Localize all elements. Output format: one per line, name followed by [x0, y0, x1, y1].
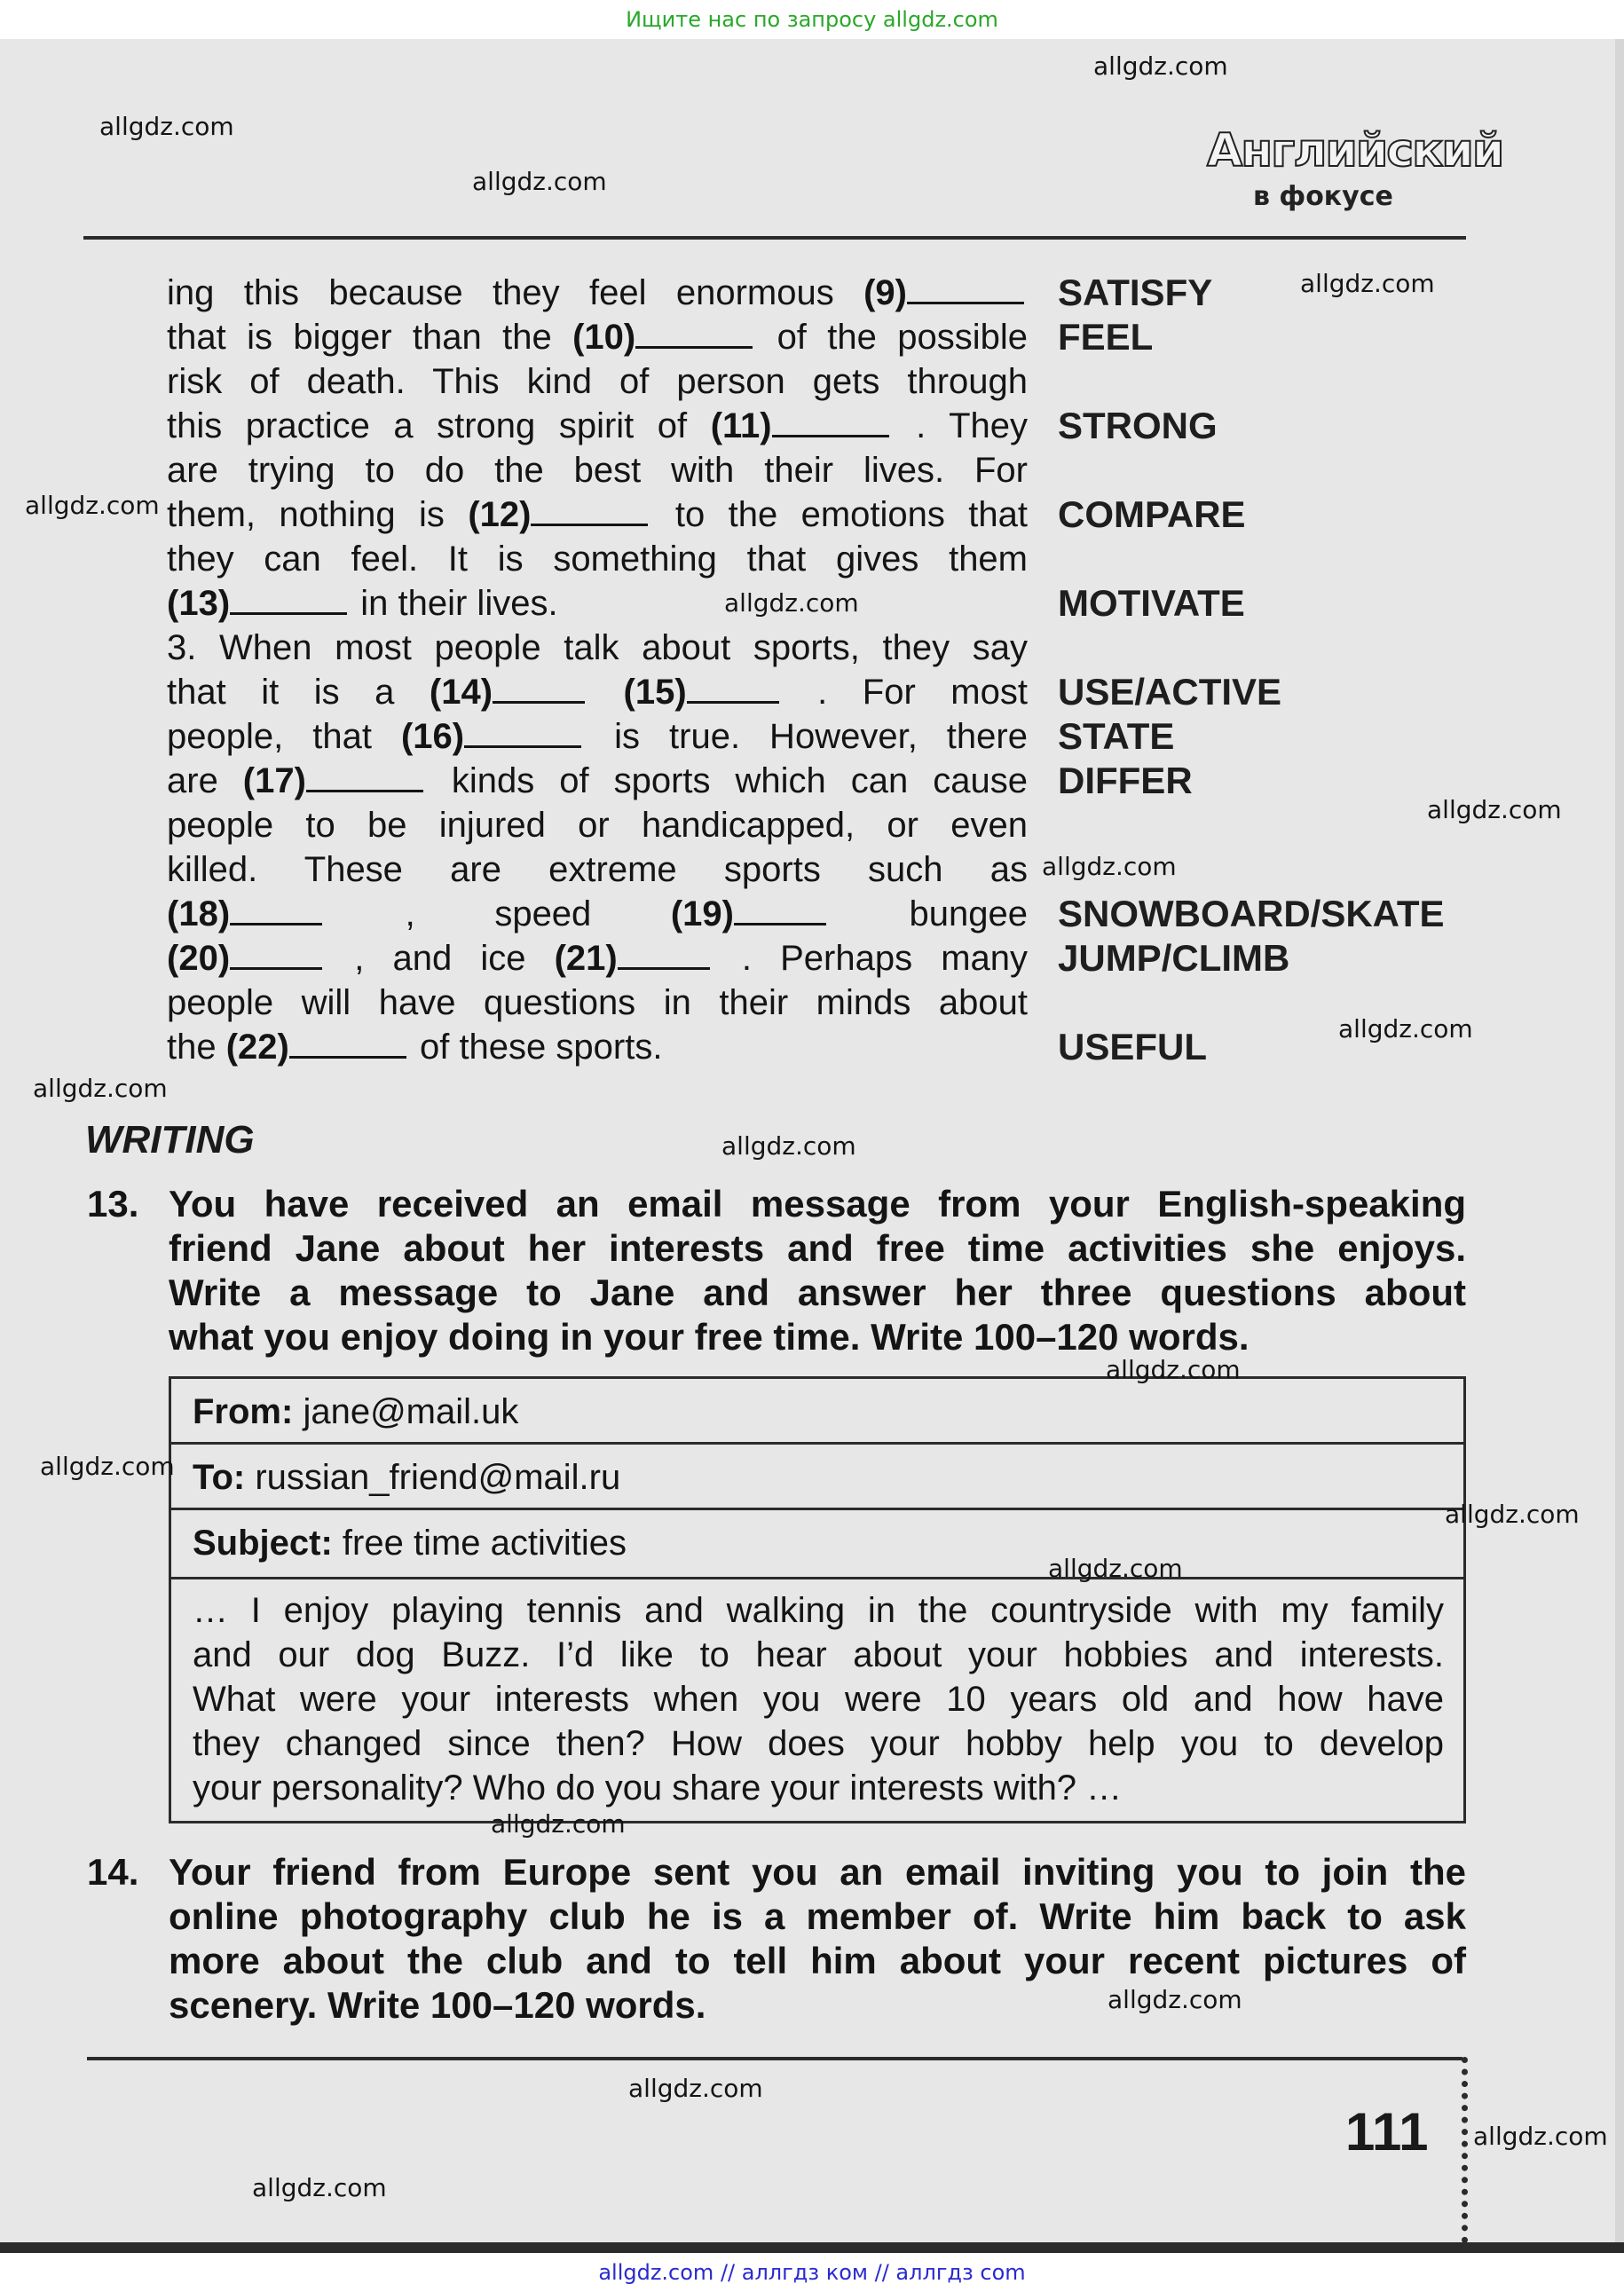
- text-line: risk of death. This kind of person gets through: [167, 362, 1028, 401]
- watermark: allgdz.com: [1106, 1355, 1241, 1384]
- answer-blank: [306, 760, 423, 792]
- watermark: allgdz.com: [1093, 51, 1228, 81]
- watermark: allgdz.com: [33, 1074, 168, 1103]
- instruction-line: scenery. Write 100–120 words.: [169, 1984, 706, 2026]
- text-line: that is bigger than the (10) of the possible: [167, 318, 1029, 357]
- answer-blank: [687, 671, 779, 704]
- watermark: allgdz.com: [1300, 269, 1435, 298]
- answer-blank: [230, 582, 347, 615]
- answer-blank: [772, 405, 889, 437]
- bottom-banner-text[interactable]: allgdz.com // аллгдз ком // аллгдз com: [598, 2260, 1026, 2285]
- keyword: SATISFY: [1058, 272, 1213, 313]
- text-line: (20) , and ice (21) . Perhaps many: [167, 939, 1029, 978]
- watermark: allgdz.com: [25, 491, 160, 520]
- bottom-banner: [0, 2253, 1624, 2292]
- email-to-row: [171, 1445, 1463, 1510]
- keyword: USEFUL: [1058, 1026, 1207, 1067]
- text-line: 3. When most people talk about sports, they say: [167, 628, 1028, 667]
- sheet-edge: [1615, 39, 1624, 2253]
- logo-subtitle: в фокусе: [1253, 181, 1393, 212]
- watermark: allgdz.com: [721, 1131, 856, 1161]
- task-number: 13.: [87, 1183, 139, 1225]
- keyword: SNOWBOARD/SKATE: [1058, 893, 1445, 934]
- answer-blank: [289, 1026, 406, 1059]
- instruction-line: Write a message to Jane and answer her three questions about: [169, 1272, 1466, 1313]
- task-number: 14.: [87, 1851, 139, 1893]
- keyword: JUMP/CLIMB: [1058, 937, 1290, 979]
- to-value: russian_friend@mail.ru: [245, 1458, 621, 1497]
- email-subject-row: [171, 1510, 1463, 1579]
- watermark: allgdz.com: [99, 112, 234, 141]
- task-14: [87, 1850, 1467, 2028]
- watermark: allgdz.com: [1427, 795, 1562, 824]
- text-line: they can feel. It is something that gives them: [167, 540, 1028, 579]
- keyword: COMPARE: [1058, 493, 1246, 535]
- page-number: 111: [1345, 2102, 1429, 2162]
- email-body-line: they changed since then? How does your hobby help you to develop: [193, 1724, 1444, 1763]
- answer-blank: [230, 937, 322, 970]
- watermark: allgdz.com: [724, 588, 859, 618]
- from-label: From:: [193, 1392, 294, 1431]
- keyword: DIFFER: [1058, 760, 1193, 801]
- keyword: FEEL: [1058, 316, 1154, 358]
- text-line: them, nothing is (12) to the emotions that: [167, 495, 1028, 534]
- text-line: (13) in their lives.: [167, 584, 558, 623]
- text-line: ing this because they feel enormous (9): [167, 271, 1028, 315]
- watermark: allgdz.com: [628, 2074, 763, 2103]
- page-edge-dotted-line: [1462, 2057, 1468, 2243]
- textbook-logo: [1207, 124, 1503, 222]
- footer-rule: [87, 2057, 1462, 2060]
- text-line: killed. These are extreme sports such as: [167, 850, 1028, 889]
- instruction-line: You have received an email message from your English-speaking: [169, 1183, 1466, 1225]
- logo-title: Английский: [1207, 124, 1503, 177]
- answer-blank: [493, 671, 585, 704]
- from-value: jane@mail.uk: [293, 1392, 519, 1431]
- text-line: are trying to do the best with their lives. For: [167, 451, 1028, 490]
- text-line: this practice a strong spirit of (11) . They: [167, 406, 1028, 445]
- watermark: allgdz.com: [1048, 1554, 1183, 1583]
- text-line: the (22) of these sports.: [167, 1028, 663, 1067]
- subject-label: Subject:: [193, 1524, 333, 1563]
- keyword: STRONG: [1058, 405, 1218, 446]
- email-message-box: [169, 1376, 1466, 1823]
- subject-value: free time activities: [332, 1524, 627, 1563]
- answer-blank: [531, 493, 648, 526]
- watermark: allgdz.com: [491, 1809, 626, 1839]
- answer-blank: [618, 937, 710, 970]
- watermark: allgdz.com: [1473, 2122, 1608, 2151]
- keyword: USE/ACTIVE: [1058, 671, 1282, 713]
- email-body-line: your personality? Who do you share your interests with? …: [193, 1768, 1123, 1808]
- keyword: STATE: [1058, 715, 1175, 757]
- email-body-line: and our dog Buzz. I’d like to hear about your hobbies and interests.: [193, 1635, 1444, 1674]
- watermark: allgdz.com: [40, 1452, 175, 1481]
- task-instructions: [169, 1850, 1466, 2028]
- instruction-line: more about the club and to tell him about your recent pictures of: [169, 1940, 1466, 1981]
- watermark: allgdz.com: [1108, 1985, 1242, 2014]
- answer-blank: [464, 715, 581, 748]
- answer-blank: [734, 893, 826, 925]
- email-body-line: What were your interests when you were 10 years old and how have: [193, 1680, 1444, 1719]
- email-body-line: … I enjoy playing tennis and walking in the countryside with my family: [193, 1591, 1444, 1630]
- to-label: To:: [193, 1458, 246, 1497]
- top-banner-text[interactable]: Ищите нас по запросу allgdz.com: [626, 7, 998, 32]
- watermark: allgdz.com: [1042, 852, 1177, 881]
- watermark: allgdz.com: [472, 167, 607, 196]
- answer-blank: [635, 316, 753, 349]
- keyword: MOTIVATE: [1058, 582, 1245, 624]
- instruction-line: what you enjoy doing in your free time. Write 100–120 words.: [169, 1316, 1250, 1358]
- instruction-line: Your friend from Europe sent you an email inviting you to join the: [169, 1851, 1466, 1893]
- text-line: (18) , speed (19) bungee: [167, 894, 1028, 933]
- text-line: that it is a (14) (15) . For most: [167, 673, 1028, 712]
- text-line: people will have questions in their minds about: [167, 983, 1028, 1022]
- text-line: are (17) kinds of sports which can cause: [167, 761, 1028, 800]
- watermark: allgdz.com: [252, 2173, 387, 2202]
- task-instructions: [169, 1182, 1466, 1359]
- text-line: people to be injured or handicapped, or even: [167, 806, 1028, 845]
- top-banner: [0, 0, 1624, 39]
- header-rule: [83, 236, 1466, 240]
- instruction-line: friend Jane about her interests and free time activities she enjoys.: [169, 1227, 1466, 1269]
- answer-blank: [230, 893, 322, 925]
- section-heading: WRITING: [85, 1118, 255, 1162]
- watermark: allgdz.com: [1445, 1500, 1580, 1529]
- email-from-row: [171, 1379, 1463, 1445]
- email-body: [193, 1588, 1444, 1810]
- instruction-line: online photography club he is a member of. Write him back to ask: [169, 1895, 1466, 1937]
- answer-blank: [907, 272, 1024, 304]
- task-13: [87, 1182, 1467, 1359]
- text-line: people, that (16) is true. However, there: [167, 717, 1028, 756]
- sheet-bottom-edge: [0, 2242, 1624, 2253]
- watermark: allgdz.com: [1338, 1014, 1473, 1044]
- reading-exercise-text: [167, 271, 1028, 1069]
